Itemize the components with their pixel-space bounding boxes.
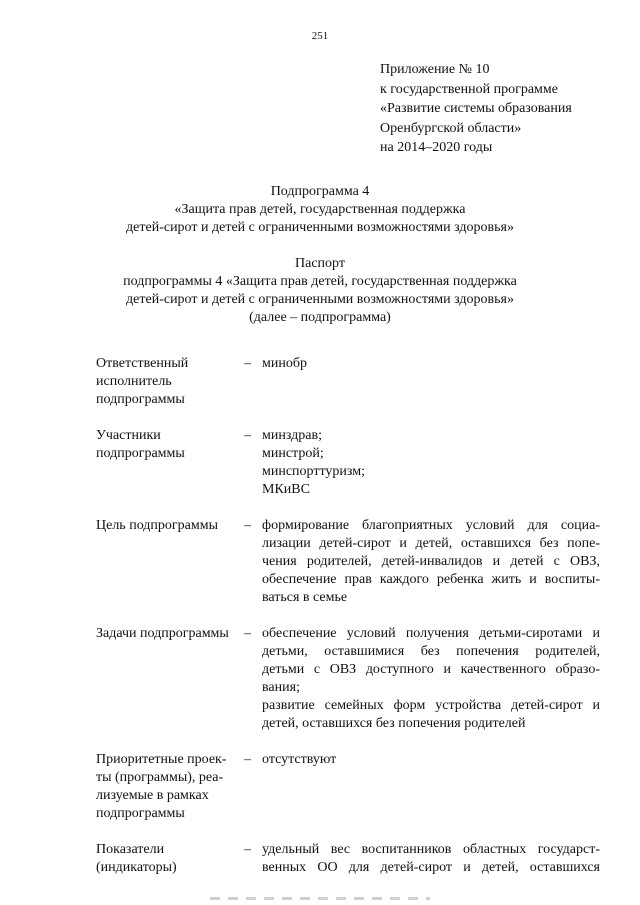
row-label-line: Приоритетные проек-	[96, 752, 227, 767]
row-value-line: детьми с ОВЗ доступного и качественного образо-	[262, 662, 600, 677]
passport-row	[96, 517, 600, 607]
row-value-line: ваться в семье	[262, 590, 348, 605]
row-label-line: подпрограммы	[96, 392, 185, 407]
row-label	[96, 841, 244, 877]
passport-table	[96, 355, 600, 877]
page-number: 251	[311, 30, 329, 42]
passport-row	[96, 427, 600, 499]
subprogram-title	[0, 183, 640, 237]
passport-row	[96, 355, 600, 409]
passport-row	[96, 841, 600, 877]
appendix-line: «Развитие системы образования	[380, 101, 572, 116]
row-value	[262, 751, 600, 769]
row-label-line: Цель подпрограммы	[96, 518, 218, 533]
subprogram-title-line: «Защита прав детей, государственная поддержка	[174, 202, 466, 217]
row-value	[262, 517, 600, 607]
subprogram-title-line: детей-сирот и детей с ограниченными возможностями здоровья»	[126, 220, 514, 235]
row-dash: –	[244, 842, 251, 857]
row-value	[262, 625, 600, 733]
row-label	[96, 517, 244, 535]
row-value-line: минобр	[262, 356, 307, 371]
row-value-line: минстрой;	[262, 446, 324, 461]
row-dash: –	[244, 626, 251, 641]
row-label-line: лизуемые в рамках	[96, 788, 209, 803]
row-value-line: развитие семейных форм устройства детей-сирот и	[262, 698, 600, 713]
row-label-line: Ответственный	[96, 356, 189, 371]
row-label	[96, 355, 244, 409]
row-value-line: минздрав;	[262, 428, 322, 443]
passport-row	[96, 625, 600, 733]
row-value-line: обеспечение условий получения детьми-сиротами и	[262, 626, 600, 641]
appendix-line: Приложение № 10	[380, 62, 490, 77]
appendix-line: к государственной программе	[380, 81, 558, 97]
row-value-line: удельный вес воспитанников областных государст-	[262, 842, 600, 857]
passport-title	[0, 255, 640, 327]
row-value-line: обеспечение прав каждого ребенка жить и воспиты-	[262, 572, 600, 587]
appendix-block	[380, 60, 630, 158]
row-dash: –	[244, 428, 251, 443]
row-label	[96, 625, 244, 643]
row-value-line: формирование благоприятных условий для социа-	[262, 518, 600, 533]
row-value-line: МКиВС	[262, 482, 310, 497]
row-value-line: венных ОО для детей-сирот и детей, оставшихся	[262, 860, 600, 875]
row-label	[96, 427, 244, 463]
row-label-line: подпрограммы	[96, 806, 185, 821]
row-value-line: вания;	[262, 680, 300, 695]
row-dash: –	[244, 752, 251, 767]
subprogram-title-line: Подпрограмма 4	[270, 184, 370, 199]
row-value-line: детьми, оставшимися без попечения родителей,	[262, 644, 600, 659]
row-label-line: (индикаторы)	[96, 860, 177, 875]
row-label-line: подпрограммы	[96, 446, 185, 461]
row-label-line: ты (программы), реа-	[96, 770, 224, 785]
row-label-line: исполнитель	[96, 374, 172, 389]
row-dash: –	[244, 356, 251, 371]
row-value	[262, 355, 600, 373]
row-value-line: отсутствуют	[262, 752, 337, 767]
passport-title-line: подпрограммы 4 «Защита прав детей, государственная поддержка	[123, 274, 517, 289]
passport-row	[96, 751, 600, 823]
row-value-line: чения родителей, детей-инвалидов и детей с ОВЗ,	[262, 554, 600, 569]
appendix-line: Оренбургской области»	[380, 120, 522, 136]
row-label-line: Показатели	[96, 842, 165, 857]
row-value	[262, 427, 600, 499]
row-value	[262, 841, 600, 877]
appendix-line: на 2014–2020 годы	[380, 140, 493, 155]
row-value-line: детей, оставшихся без попечения родителей	[262, 716, 526, 731]
row-value-line: лизации детей-сирот и детей, оставшихся без попе-	[262, 536, 600, 551]
passport-title-line: детей-сирот и детей с ограниченными возможностями здоровья»	[126, 292, 514, 307]
row-value-line: минспорттуризм;	[262, 464, 365, 479]
row-dash: –	[244, 518, 251, 533]
passport-title-line: Паспорт	[295, 256, 345, 271]
row-label	[96, 751, 244, 823]
row-label-line: Участники	[96, 428, 161, 443]
scan-artifact	[210, 897, 430, 900]
passport-title-line: (далее – подпрограмма)	[249, 310, 391, 325]
row-label-line: Задачи подпрограммы	[96, 626, 229, 641]
